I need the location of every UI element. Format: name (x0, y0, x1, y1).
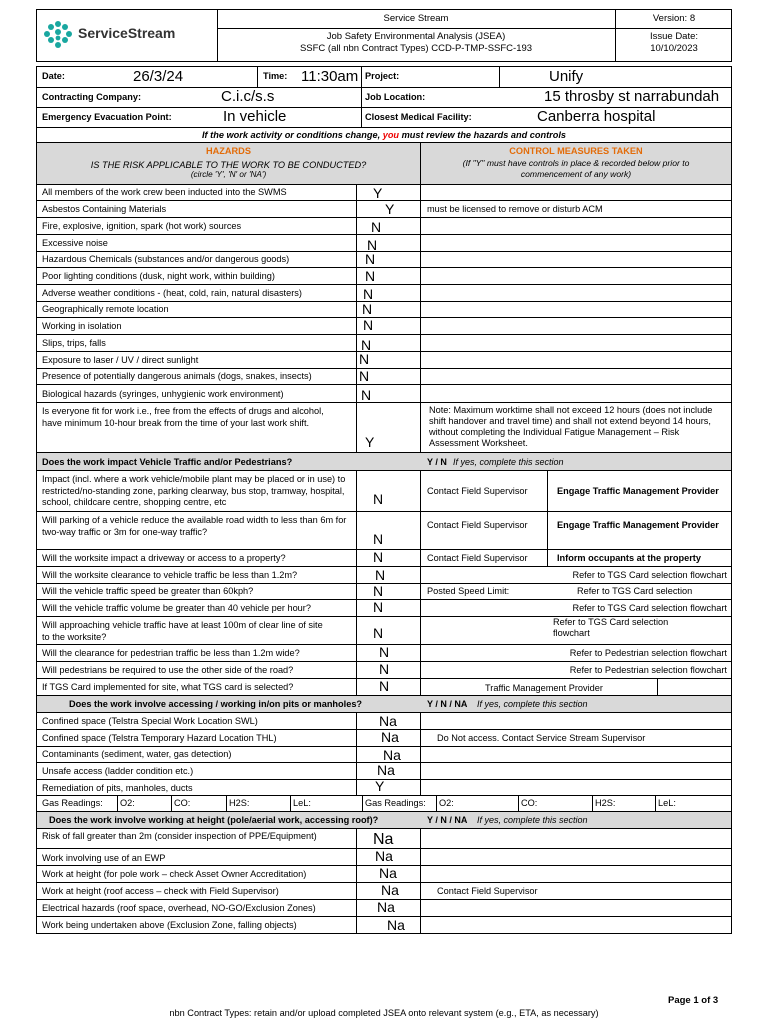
hazard-row (37, 352, 731, 369)
pits-heading (37, 696, 731, 713)
hazard-row (37, 385, 731, 403)
traffic-label: Will parking of a vehicle reduce the available road width to less than 6m for two-way traffic or 3m for one-way traffic? (42, 515, 347, 537)
pits-row (37, 730, 731, 747)
pits-label: Contaminants (sediment, water, gas detection) (42, 749, 232, 759)
pits-label: Confined space (Telstra Temporary Hazard Location THL) (42, 733, 277, 743)
traffic-action-b: Engage Traffic Management Provider (557, 520, 719, 530)
hazard-label: Poor lighting conditions (dusk, night work, within building) (42, 271, 275, 281)
traffic-action: Contact Field Supervisor (427, 486, 528, 496)
hazard-label: Adverse weather conditions - (heat, cold, rain, natural disasters) (42, 288, 302, 298)
height-row (37, 883, 731, 900)
traffic-mark[interactable]: N (373, 491, 384, 507)
pits-mark[interactable]: Y (375, 778, 385, 794)
traffic-action-b: Refer to TGS Card selection flowchart (553, 617, 669, 638)
traffic-row (37, 512, 731, 550)
info-row-3 (37, 108, 731, 128)
fit-label: Is everyone fit for work i.e., free from the effects of drugs and alcohol, have minimum 10-hour break from the time of your last work shift. (42, 406, 324, 428)
hazard-row (37, 185, 731, 201)
fit-mark[interactable]: Y (365, 434, 375, 450)
hazard-row (37, 335, 731, 352)
hazard-row (37, 218, 731, 235)
height-label: Work involving use of an EWP (42, 853, 166, 863)
gas-label-left: Gas Readings: (42, 798, 103, 808)
height-yn-note: If yes, complete this section (477, 815, 588, 825)
traffic-mark[interactable]: N (379, 678, 390, 694)
gas-label-right: Gas Readings: (365, 798, 426, 808)
hazard-label: Asbestos Containing Materials (42, 204, 167, 214)
location-label: Job Location: (365, 92, 426, 102)
traffic-label: Will the vehicle traffic speed be greater than 60kph? (42, 586, 254, 596)
height-row (37, 866, 731, 883)
hazard-label: Presence of potentially dangerous animals (dogs, snakes, insects) (42, 371, 312, 381)
page-number: Page 1 of 3 (668, 995, 719, 1006)
hazards-circle-note: (circle 'Y', 'N' or 'NA') (190, 170, 267, 179)
height-mark[interactable]: Na (375, 848, 393, 864)
hazard-label: All members of the work crew been inducted into the SWMS (42, 187, 287, 197)
date-label: Date: (42, 71, 65, 81)
pits-label: Remediation of pits, manholes, ducts (42, 783, 193, 793)
traffic-label: Will the clearance for pedestrian traffic be less than 1.2m wide? (42, 648, 300, 658)
location-value[interactable]: 15 throsby st narrabundah (544, 88, 720, 105)
traffic-mark[interactable]: N (373, 531, 384, 547)
hazard-row (37, 318, 731, 335)
traffic-label: Will the vehicle traffic volume be greater than 40 vehicle per hour? (42, 603, 311, 613)
height-mark[interactable]: Na (373, 831, 394, 848)
height-yn: Y / N / NA (427, 815, 468, 825)
control-title: CONTROL MEASURES TAKEN (509, 146, 643, 156)
hazard-control: must be licensed to remove or disturb ACM (427, 204, 603, 214)
traffic-row (37, 600, 731, 617)
height-mark[interactable]: Na (381, 882, 399, 898)
hazard-mark[interactable]: N (361, 337, 372, 353)
traffic-mark[interactable]: N (373, 625, 384, 641)
height-title: Does the work involve working at height (pole/aerial work, accessing roof)? (49, 815, 379, 825)
date-value[interactable]: 26/3/24 (133, 68, 184, 85)
logo (43, 18, 213, 54)
company-label: Contracting Company: (42, 92, 142, 102)
traffic-mark[interactable]: N (379, 644, 390, 660)
height-control: Contact Field Supervisor (437, 886, 538, 896)
traffic-row (37, 550, 731, 567)
traffic-row (37, 584, 731, 600)
hazard-label: Fire, explosive, ignition, spark (hot work) sources (42, 221, 242, 231)
hazard-mark[interactable]: N (365, 268, 376, 284)
traffic-action: Contact Field Supervisor (427, 520, 528, 530)
issue-date: 10/10/2023 (650, 43, 698, 54)
time-value[interactable]: 11:30am (301, 68, 359, 85)
notice (37, 128, 731, 143)
hazard-row (37, 201, 731, 218)
traffic-row (37, 471, 731, 512)
traffic-action-b: Inform occupants at the property (557, 553, 701, 563)
gas-lel-left: LeL: (293, 798, 311, 808)
hazard-label: Excessive noise (42, 238, 108, 248)
hazard-row (37, 235, 731, 252)
hazard-label: Geographically remote location (42, 304, 169, 314)
hazard-mark[interactable]: Y (373, 185, 383, 201)
traffic-action-b: Refer to TGS Card selection flowchart (572, 603, 727, 613)
pits-label: Unsafe access (ladder condition etc.) (42, 766, 194, 776)
evac-label: Emergency Evacuation Point: (42, 112, 172, 122)
logo-text: ServiceStream (78, 25, 176, 41)
doc-code: SSFC (all nbn Contract Types) CCD-P-TMP-SSFC-193 (299, 43, 533, 54)
pits-row (37, 713, 731, 730)
jsea-form (36, 66, 732, 934)
height-mark[interactable]: Na (377, 899, 395, 915)
control-note: (If "Y" must have controls in place & recorded below prior to commencement of any work) (462, 158, 690, 179)
traffic-action: Traffic Management Provider (485, 683, 603, 693)
traffic-label: Impact (incl. where a work vehicle/mobile plant may be placed or in use) to restricted/no-standing zone, parking clearway, bus stop, tramway, hospital, school, childcare centre, shopping centre, etc (42, 474, 346, 507)
pits-mark[interactable]: Na (379, 713, 397, 729)
hazard-mark[interactable]: N (362, 301, 373, 317)
height-heading (37, 812, 731, 829)
height-label: Work being undertaken above (Exclusion Zone, falling objects) (42, 920, 297, 930)
gas-lel-right: LeL: (658, 798, 676, 808)
hazard-mark[interactable]: N (363, 317, 374, 333)
height-row (37, 829, 731, 849)
time-label: Time: (263, 71, 288, 81)
hazard-mark[interactable]: N (359, 368, 370, 384)
height-row (37, 849, 731, 866)
traffic-label: Will the worksite impact a driveway or access to a property? (42, 553, 286, 563)
info-row-1 (37, 67, 731, 88)
height-row (37, 917, 731, 933)
medical-label: Closest Medical Facility: (365, 112, 472, 122)
notice-text-post: must review the hazards and controls (399, 130, 566, 140)
hazard-row (37, 285, 731, 302)
doc-title: Job Safety Environmental Analysis (JSEA) (326, 31, 506, 42)
gas-co-right: CO: (521, 798, 538, 808)
height-mark[interactable]: Na (379, 865, 397, 881)
pits-mark[interactable]: Na (377, 762, 395, 778)
traffic-title: Does the work impact Vehicle Traffic and/or Pedestrians? (42, 457, 293, 467)
traffic-action: Posted Speed Limit: (427, 586, 510, 596)
height-label: Work at height (for pole work – check Asset Owner Accreditation) (42, 869, 307, 879)
traffic-row (37, 662, 731, 679)
traffic-row (37, 645, 731, 662)
hazards-heading (37, 143, 731, 185)
pits-row (37, 747, 731, 763)
traffic-mark[interactable]: N (373, 599, 384, 615)
height-label: Work at height (roof access – check with Field Supervisor) (42, 886, 279, 896)
gas-o2-right: O2: (439, 798, 454, 808)
notice-you: you (382, 130, 400, 140)
traffic-mark[interactable]: N (375, 567, 386, 583)
hazard-label: Biological hazards (syringes, unhygienic work environment) (42, 389, 284, 399)
pits-label: Confined space (Telstra Special Work Location SWL) (42, 716, 258, 726)
company-value[interactable]: C.i.c/s.s (221, 88, 275, 105)
gas-h2s-right: H2S: (595, 798, 616, 808)
pits-mark[interactable]: Na (383, 747, 401, 763)
gas-o2-left: O2: (120, 798, 135, 808)
height-label: Risk of fall greater than 2m (consider inspection of PPE/Equipment) (42, 831, 317, 841)
company-name: Service Stream (383, 13, 449, 24)
hazard-mark[interactable]: N (359, 351, 370, 367)
footer-note: nbn Contract Types: retain and/or upload completed JSEA onto relevant system (e.g., ETA, as necessary) (169, 1008, 599, 1018)
hazard-mark[interactable]: N (361, 387, 372, 403)
traffic-row (37, 679, 731, 696)
pits-title: Does the work involve accessing / working in/on pits or manholes? (69, 699, 363, 709)
hazards-question: IS THE RISK APPLICABLE TO THE WORK TO BE CONDUCTED? (90, 160, 367, 170)
hazard-row (37, 268, 731, 285)
medical-value[interactable]: Canberra hospital (537, 108, 656, 125)
hazard-label: Exposure to laser / UV / direct sunlight (42, 355, 199, 365)
traffic-row (37, 567, 731, 584)
hazard-mark[interactable]: N (365, 251, 376, 267)
gas-readings-row (37, 796, 731, 812)
traffic-action-b: Engage Traffic Management Provider (557, 486, 719, 496)
pits-mark[interactable]: Na (381, 729, 399, 745)
pits-row (37, 780, 731, 796)
height-label: Electrical hazards (roof space, overhead, NO-GO/Exclusion Zones) (42, 903, 316, 913)
hazards-title: HAZARDS (206, 146, 251, 156)
hazard-mark[interactable]: N (371, 219, 382, 235)
height-row (37, 900, 731, 917)
traffic-mark[interactable]: N (379, 661, 390, 677)
project-label: Project: (365, 71, 400, 81)
hazard-row (37, 302, 731, 318)
pits-yn-note: If yes, complete this section (477, 699, 588, 709)
issue-date-label: Issue Date: (649, 31, 699, 42)
evac-value[interactable]: In vehicle (223, 108, 287, 125)
traffic-action-b: Refer to Pedestrian selection flowchart (569, 665, 727, 675)
traffic-yn: Y / N (427, 457, 447, 467)
hazard-label: Hazardous Chemicals (substances and/or dangerous goods) (42, 254, 290, 264)
traffic-action-b: Refer to Pedestrian selection flowchart (569, 648, 727, 658)
traffic-label: Will pedestrians be required to use the other side of the road? (42, 665, 294, 675)
hazard-label: Working in isolation (42, 321, 122, 331)
traffic-mark[interactable]: N (373, 583, 384, 599)
document-header (36, 9, 732, 62)
pits-control: Do Not access. Contact Service Stream Supervisor (437, 733, 646, 743)
gas-co-left: CO: (174, 798, 191, 808)
version: Version: 8 (652, 13, 696, 24)
traffic-heading (37, 453, 731, 471)
hazard-row (37, 369, 731, 385)
traffic-action-b: Refer to TGS Card selection flowchart (572, 570, 727, 580)
fit-control: Note: Maximum worktime shall not exceed 12 hours (does not include shift handover and travel time) and shall not extend beyond 14 hours, without completing the Individual Fatigue Management – Risk Assessment Worksheet. (429, 405, 713, 448)
info-row-2 (37, 88, 731, 108)
traffic-yn-note: If yes, complete this section (453, 457, 564, 467)
hazard-row (37, 252, 731, 268)
service-stream-logo-icon (43, 20, 73, 50)
hazard-mark[interactable]: N (363, 286, 374, 302)
project-value[interactable]: Unify (549, 68, 584, 85)
notice-text-pre: If the work activity or conditions change, (201, 130, 383, 140)
hazard-label: Slips, trips, falls (42, 338, 106, 348)
hazard-mark[interactable]: Y (385, 201, 395, 217)
traffic-row (37, 617, 731, 645)
height-mark[interactable]: Na (387, 917, 405, 933)
traffic-mark[interactable]: N (373, 549, 384, 565)
fit-for-work-row (37, 403, 731, 453)
hazard-mark[interactable]: N (367, 237, 378, 253)
traffic-label: Will the worksite clearance to vehicle traffic be less than 1.2m? (42, 570, 298, 580)
traffic-label: If TGS Card implemented for site, what TGS card is selected? (42, 682, 294, 692)
traffic-action: Contact Field Supervisor (427, 553, 528, 563)
traffic-action-b: Refer to TGS Card selection (577, 586, 693, 596)
gas-h2s-left: H2S: (229, 798, 250, 808)
pits-yn: Y / N / NA (427, 699, 468, 709)
traffic-label: Will approaching vehicle traffic have at least 100m of clear line of site to the worksite? (42, 620, 323, 642)
